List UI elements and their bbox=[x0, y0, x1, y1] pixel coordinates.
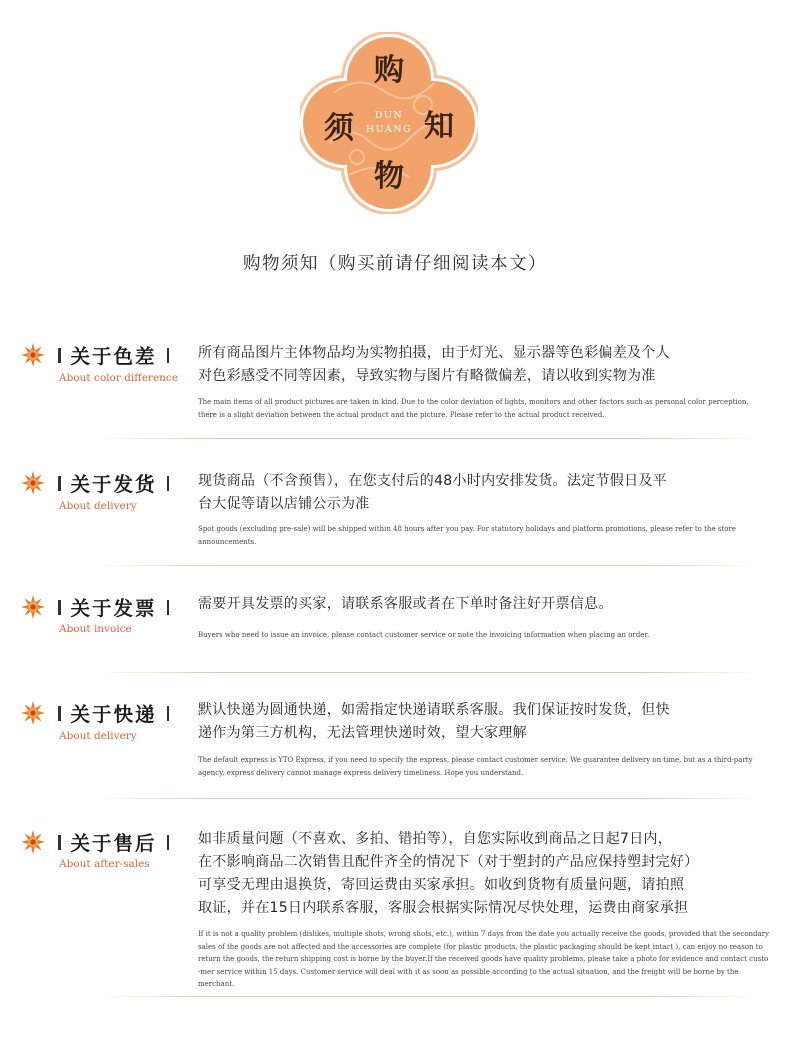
heading-bar-left bbox=[58, 706, 61, 721]
section-divider bbox=[98, 565, 758, 566]
body-en-line: The main items of all product pictures are taken in kind. Due to the color deviation of lights, monitors and other factors such as personal color perception, bbox=[198, 398, 749, 406]
body-en bbox=[198, 396, 773, 421]
body-zh-line: 在不影响商品二次销售且配件齐全的情况下（对于塑封的产品应保持塑封完好） bbox=[198, 854, 699, 870]
sun-flower-icon bbox=[20, 829, 46, 855]
logo-char-zhi: 知 bbox=[424, 109, 454, 144]
body-zh-line: 需要开具发票的买家，请联系客服或者在下单时备注好开票信息。 bbox=[198, 596, 613, 612]
body-zh bbox=[198, 593, 770, 616]
body-zh-line: 取证，并在15日内联系客服，客服会根据实际情况尽快处理，运费由商家承担 bbox=[198, 900, 689, 916]
sun-flower-icon bbox=[20, 594, 46, 620]
body-zh-line: 所有商品图片主体物品均为实物拍摄，由于灯光、显示器等色彩偏差及个人 bbox=[198, 345, 670, 361]
heading-bar-left bbox=[58, 835, 61, 850]
body-en-line: there is a slight deviation between the actual product and the picture. Please refer to the actual product received. bbox=[198, 410, 605, 419]
section-heading bbox=[58, 594, 169, 620]
heading-bar-left bbox=[58, 600, 61, 615]
heading-en: About delivery bbox=[59, 500, 137, 512]
sun-flower-icon bbox=[20, 342, 46, 368]
body-en-line: Buyers who need to issue an invoice, please contact customer service or note the invoicing information when placing an order. bbox=[198, 631, 650, 639]
body-zh bbox=[198, 699, 770, 745]
heading-text: 关于发票 bbox=[70, 597, 157, 620]
body-zh bbox=[198, 470, 770, 516]
body-zh-line: 对色彩感受不同等因素，导致实物与图片有略微偏差，请以收到实物为准 bbox=[198, 368, 656, 384]
dunhuang-logo bbox=[300, 32, 478, 214]
logo-en-line-1: DUN bbox=[374, 110, 404, 121]
heading-en: About invoice bbox=[59, 623, 132, 635]
body-zh-line: 台大促等请以店铺公示为准 bbox=[198, 496, 370, 512]
body-zh bbox=[198, 828, 770, 920]
section-heading bbox=[58, 700, 169, 726]
body-en-line: -mer service within 15 days. Customer service will deal with it as soon as possible according to the actual situation, and the freight will be borne by the merchant. bbox=[198, 967, 739, 988]
heading-text: 关于色差 bbox=[70, 345, 157, 368]
heading-text: 关于快递 bbox=[70, 703, 157, 726]
body-en bbox=[198, 523, 773, 548]
body-en-line: announcements. bbox=[198, 537, 257, 546]
body-en-line: The default express is YTO Express, if you need to specify the express, please contact customer service. We guarantee delivery on time, but as a third-party bbox=[198, 756, 753, 764]
heading-bar-right bbox=[167, 835, 170, 850]
logo-char-xu: 须 bbox=[324, 111, 354, 146]
heading-bar-right bbox=[167, 476, 170, 491]
heading-en: About after-sales bbox=[59, 858, 150, 870]
section-divider bbox=[98, 798, 758, 799]
section-heading bbox=[58, 470, 169, 496]
body-en bbox=[198, 754, 773, 779]
body-zh-line: 现货商品（不含预售），在您支付后的48小时内安排发货。法定节假日及平 bbox=[198, 473, 668, 489]
heading-bar-right bbox=[167, 600, 170, 615]
section-divider bbox=[98, 672, 758, 673]
heading-bar-left bbox=[58, 476, 61, 491]
heading-bar-right bbox=[167, 706, 170, 721]
page-title: 购物须知（购买前请仔细阅读本文） bbox=[243, 254, 547, 274]
logo-char-gou: 购 bbox=[374, 53, 404, 88]
section-divider bbox=[98, 996, 758, 997]
body-zh-line: 默认快递为圆通快递，如需指定快递请联系客服。我们保证按时发货，但快 bbox=[198, 702, 670, 718]
heading-en: About delivery bbox=[59, 730, 137, 742]
body-en bbox=[198, 928, 773, 991]
body-zh-line: 如非质量问题（不喜欢、多拍、错拍等），自您实际收到商品之日起7日内， bbox=[198, 831, 673, 847]
body-en-line: sales of the goods are not affected and the accessories are complete (for plastic products, the plastic packaging should be kept intact ), can enjoy no reason to bbox=[198, 942, 763, 951]
heading-bar-right bbox=[167, 348, 170, 363]
body-en-line: agency, express delivery cannot manage express delivery timeliness. Hope you understand. bbox=[198, 768, 524, 777]
body-en-line: return the goods, the return shipping cost is borne by the buyer.If the received goods have quality problems, please take a photo for evidence and contact custo bbox=[198, 955, 769, 963]
section-heading bbox=[58, 829, 169, 855]
body-zh-line: 递作为第三方机构，无法管理快递时效，望大家理解 bbox=[198, 725, 527, 741]
sun-flower-icon bbox=[20, 470, 46, 496]
body-zh bbox=[198, 342, 770, 388]
section-heading bbox=[58, 342, 169, 368]
body-en-line: If it is not a quality problem (dislikes, multiple shots, wrong shots, etc.), within 7 days from the date you actually receive the goods, provided that the secondary bbox=[198, 930, 770, 938]
heading-bar-left bbox=[58, 348, 61, 363]
heading-en: About color difference bbox=[59, 372, 179, 384]
heading-text: 关于售后 bbox=[70, 832, 157, 855]
sun-flower-icon bbox=[20, 700, 46, 726]
logo-en-line-2: HUANG bbox=[365, 124, 413, 135]
body-en bbox=[198, 629, 773, 642]
logo-char-wu: 物 bbox=[374, 159, 404, 194]
heading-text: 关于发货 bbox=[70, 473, 157, 496]
body-zh-line: 可享受无理由退换货，寄回运费由买家承担。如收到货物有质量问题，请拍照 bbox=[198, 877, 685, 893]
body-en-line: Spot goods (excluding pre-sale) will be shipped within 48 hours after you pay. For statutory holidays and platform promotions, please refer to the store bbox=[198, 525, 736, 533]
section-divider bbox=[98, 438, 758, 439]
